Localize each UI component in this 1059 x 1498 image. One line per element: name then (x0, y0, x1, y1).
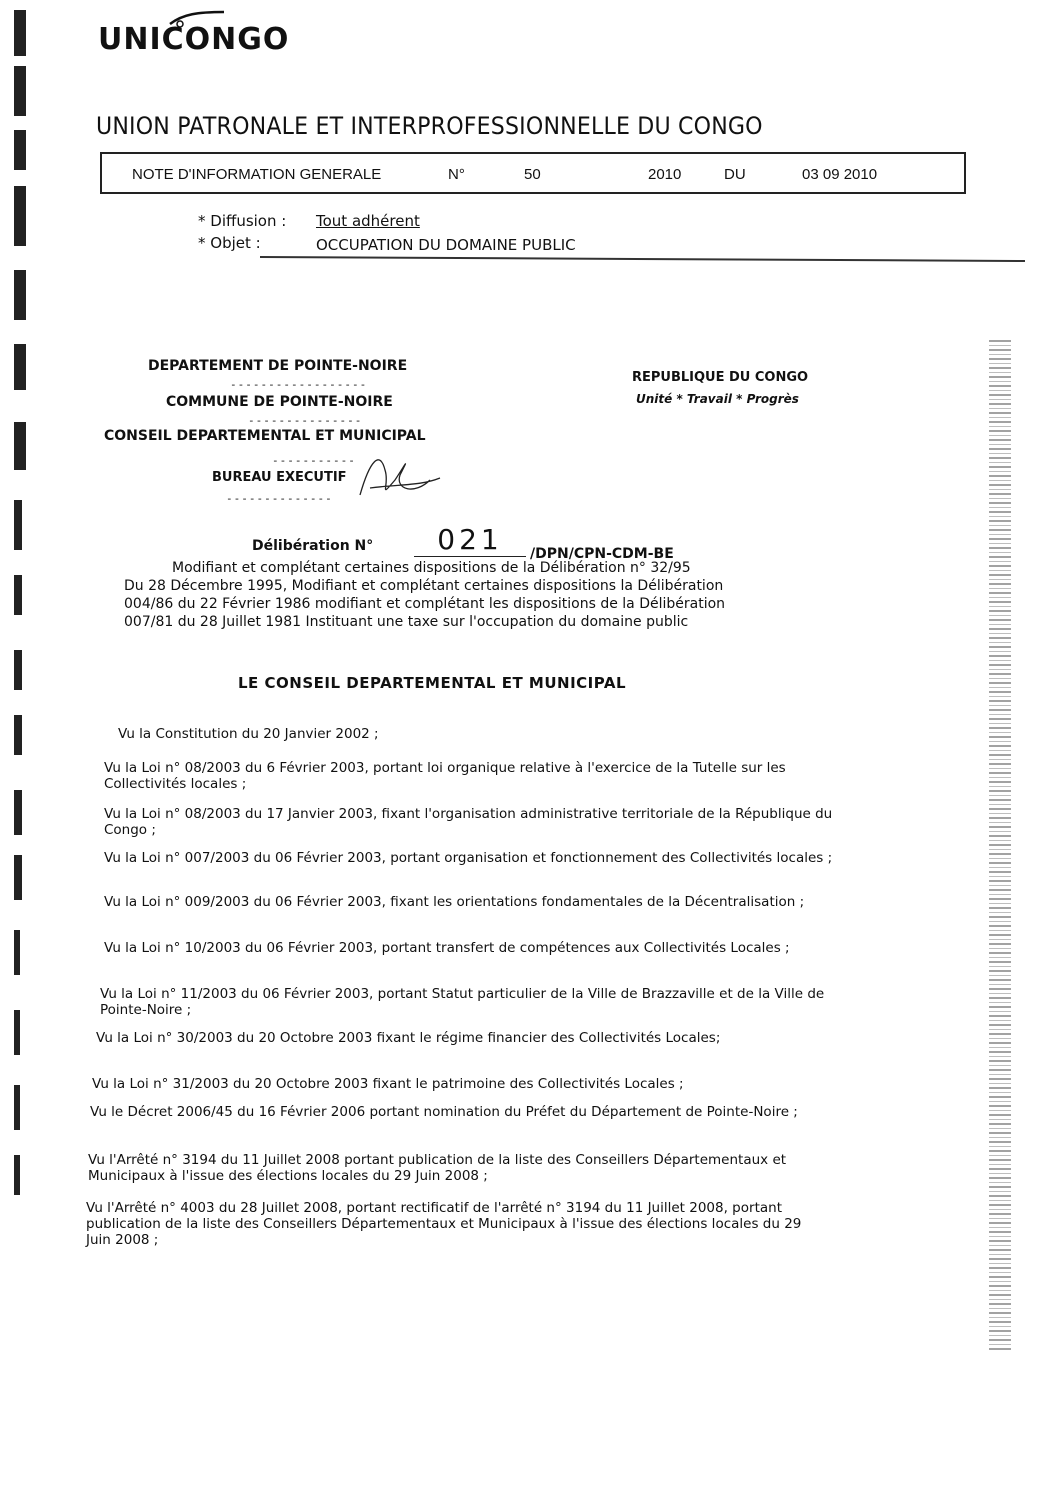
diffusion-label: * Diffusion : (198, 212, 287, 230)
department-heading: DEPARTEMENT DE POINTE-NOIRE (148, 358, 408, 374)
logo-swoosh-icon (168, 10, 228, 30)
divider-dashes: ------------------ (230, 378, 368, 391)
visa-item: Vu la Loi n° 009/2003 du 06 Février 2003, fixant les orientations fondamentales de la Décentralisation ; (104, 894, 805, 910)
scan-mark (14, 344, 26, 390)
objet-value: OCCUPATION DU DOMAINE PUBLIC (316, 236, 576, 254)
deliberation-label: Délibération N° (252, 538, 374, 554)
unicongo-logo (98, 22, 289, 57)
note-label: NOTE D'INFORMATION GENERALE (132, 166, 382, 183)
signature-scribble (340, 440, 450, 510)
organization-name: UNION PATRONALE ET INTERPROFESSIONNELLE DU CONGO (96, 112, 763, 140)
visa-item: Vu la Loi n° 08/2003 du 17 Janvier 2003, fixant l'organisation administrative territoriale de la République du Congo ; (104, 806, 833, 838)
deliberation-line: 007/81 du 28 Juillet 1981 Instituant une taxe sur l'occupation du domaine public (124, 614, 689, 630)
visa-item: Vu le Décret 2006/45 du 16 Février 2006 portant nomination du Préfet du Département de Pointe-Noire ; (90, 1104, 798, 1120)
conseil-heading: CONSEIL DEPARTEMENTAL ET MUNICIPAL (104, 428, 426, 444)
republic-motto: Unité * Travail * Progrès (636, 392, 799, 406)
republic-heading: REPUBLIQUE DU CONGO (632, 370, 809, 385)
header-divider (260, 256, 1025, 262)
divider-dashes: --------------- (248, 414, 363, 427)
visa-item: Vu l'Arrêté n° 4003 du 28 Juillet 2008, portant rectificatif de l'arrêté n° 3194 du 11 Juillet 2008, portant publication de la liste des Conseillers Départementaux et Municipaux à l'issue des élections locales du 29 Juin 2008 ; (86, 1200, 802, 1248)
scan-mark (14, 1085, 20, 1130)
note-number-label: N° (448, 166, 465, 183)
scan-mark (14, 1010, 20, 1055)
deliberation-number: 021 (414, 524, 526, 557)
deliberation-suffix: /DPN/CPN-CDM-BE (530, 546, 674, 562)
objet-label: * Objet : (198, 234, 261, 252)
visa-item: Vu la Constitution du 20 Janvier 2002 ; (118, 726, 379, 742)
scan-mark (14, 270, 26, 320)
scan-mark (14, 650, 22, 690)
scan-mark (14, 930, 20, 975)
scan-mark (14, 855, 22, 900)
visa-item: Vu la Loi n° 11/2003 du 06 Février 2003, portant Statut particulier de la Ville de Brazzaville et de la Ville de Pointe-Noire ; (100, 986, 825, 1018)
diffusion-value: Tout adhérent (316, 212, 420, 230)
deliberation-line: Du 28 Décembre 1995, Modifiant et complétant certaines dispositions la Délibération (124, 578, 724, 594)
scan-mark (14, 575, 22, 615)
note-year: 2010 (648, 166, 682, 183)
scan-mark (14, 500, 22, 550)
scan-mark (14, 422, 26, 470)
scan-mark (14, 1155, 20, 1195)
visa-item: Vu la Loi n° 08/2003 du 6 Février 2003, portant loi organique relative à l'exercice de la Tutelle sur les Collectivités locales ; (104, 760, 786, 792)
note-info-box (100, 152, 966, 194)
commune-heading: COMMUNE DE POINTE-NOIRE (166, 394, 393, 410)
bureau-heading: BUREAU EXECUTIF (212, 470, 347, 485)
deliberation-line: Modifiant et complétant certaines dispositions de la Délibération n° 32/95 (172, 560, 691, 576)
note-number: 50 (524, 166, 541, 183)
note-date: 03 09 2010 (802, 166, 878, 183)
visa-item: Vu l'Arrêté n° 3194 du 11 Juillet 2008 portant publication de la liste des Conseillers Départementaux et Municipaux à l'issue des élections locales du 29 Juin 2008 ; (88, 1152, 787, 1184)
logo-text: UNICONGO (98, 22, 290, 57)
scan-mark (14, 66, 26, 116)
scan-mark (14, 790, 22, 835)
divider-dashes: -------------- (226, 492, 333, 505)
visa-item: Vu la Loi n° 30/2003 du 20 Octobre 2003 fixant le régime financier des Collectivités Locales; (96, 1030, 721, 1046)
visa-item: Vu la Loi n° 31/2003 du 20 Octobre 2003 fixant le patrimoine des Collectivités Locales ; (92, 1076, 684, 1092)
scan-mark (14, 130, 26, 170)
deliberation-line: 004/86 du 22 Février 1986 modifiant et complétant les dispositions de la Délibération (124, 596, 726, 612)
visa-item: Vu la Loi n° 10/2003 du 06 Février 2003, portant transfert de compétences aux Collectivités Locales ; (104, 940, 790, 956)
scan-mark (14, 715, 22, 755)
divider-dashes: ----------- (272, 454, 356, 467)
note-du: DU (724, 166, 746, 183)
council-title: LE CONSEIL DEPARTEMENTAL ET MUNICIPAL (238, 674, 627, 692)
scan-mark (14, 186, 26, 246)
scan-noise (989, 340, 1011, 1350)
scan-mark (14, 10, 26, 56)
visa-item: Vu la Loi n° 007/2003 du 06 Février 2003, portant organisation et fonctionnement des Collectivités locales ; (104, 850, 833, 866)
